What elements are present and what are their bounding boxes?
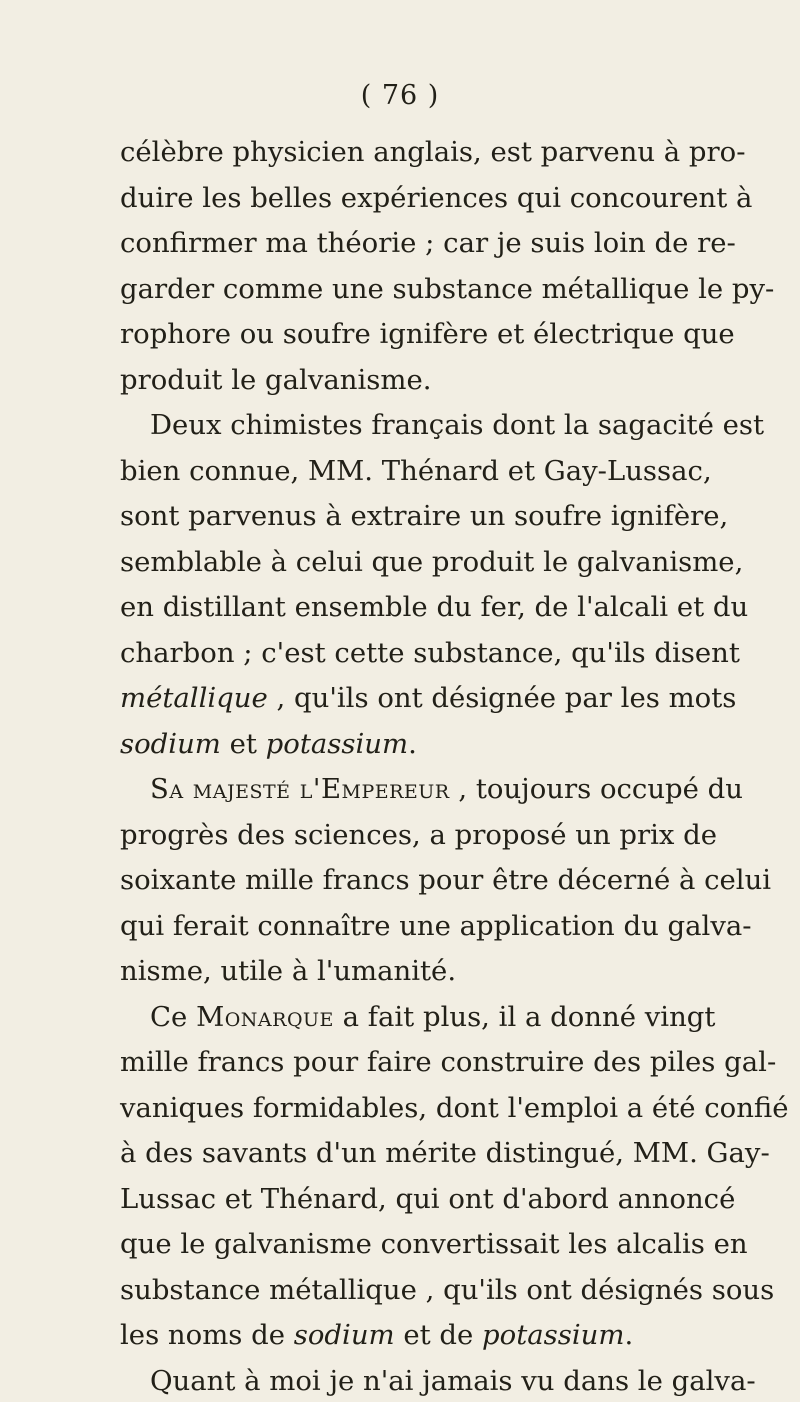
italic-text: sodium <box>293 1319 395 1351</box>
text-line <box>120 312 735 358</box>
text-segment: produit le galvanisme. <box>120 363 432 396</box>
text-segment: mille francs pour faire construire des piles gal- <box>120 1046 777 1078</box>
small-caps-text: Monarque <box>196 1000 334 1033</box>
text-segment: Lussac et Thénard, qui ont d'abord annoncé <box>120 1182 736 1215</box>
text-segment: , toujours occupé du <box>449 773 743 805</box>
page-number: ( 76 ) <box>360 80 440 111</box>
italic-text: potassium <box>265 727 409 760</box>
text-segment: rophore ou soufre ignifère et électrique que <box>120 318 735 350</box>
text-segment: substance métallique , qu'ils ont désignés sous <box>120 1273 775 1306</box>
text-segment: a fait plus, il a donné vingt <box>333 1000 716 1033</box>
text-segment: . <box>624 1319 634 1351</box>
text-segment: nisme, utile à l'umanité. <box>120 955 457 987</box>
text-line <box>120 904 752 950</box>
text-line <box>120 813 718 859</box>
italic-text: sodium <box>120 727 221 760</box>
text-segment: et de <box>394 1319 483 1351</box>
text-segment: sont parvenus à extraire un soufre ignifère, <box>120 500 729 532</box>
text-line <box>120 130 746 176</box>
text-line <box>120 494 729 540</box>
text-segment: Ce <box>150 1000 197 1033</box>
text-line <box>120 358 680 404</box>
text-line <box>120 676 737 722</box>
text-line <box>120 858 772 904</box>
text-segment: duire les belles expériences qui concourent à <box>120 181 753 214</box>
italic-text: potassium <box>482 1319 625 1351</box>
small-caps-text: Sa majesté l'Empereur <box>150 773 450 805</box>
text-segment: en distillant ensemble du fer, de l'alcali et du <box>120 591 749 623</box>
text-line <box>120 767 743 813</box>
text-line <box>120 449 712 495</box>
text-segment: qui ferait connaître une application du galva- <box>120 909 752 942</box>
text-line <box>120 1040 777 1086</box>
text-segment: bien connue, MM. Thénard et Gay-Lussac, <box>120 454 712 487</box>
text-line <box>120 1313 680 1359</box>
text-segment: à des savants d'un mérite distingué, MM. Gay- <box>120 1137 770 1169</box>
text-line <box>120 1359 756 1402</box>
text-line <box>120 1268 775 1314</box>
text-line <box>120 1131 770 1177</box>
text-line <box>120 585 749 631</box>
text-line <box>120 403 765 449</box>
text-segment: Quant à moi je n'ai jamais vu dans le galva- <box>150 1364 756 1397</box>
text-segment: célèbre physicien anglais, est parvenu à pro- <box>120 136 746 168</box>
text-segment: et <box>220 727 266 760</box>
text-segment: semblable à celui que produit le galvanisme, <box>120 545 744 578</box>
text-segment: charbon ; c'est cette substance, qu'ils disent <box>120 636 740 669</box>
body-text <box>120 130 789 1402</box>
text-line <box>120 1086 789 1132</box>
text-line <box>120 267 775 313</box>
text-segment: vaniques formidables, dont l'emploi a été confié <box>120 1091 789 1124</box>
text-line <box>120 221 736 267</box>
text-segment: , qu'ils ont désignée par les mots <box>267 682 737 714</box>
text-segment: que le galvanisme convertissait les alcalis en <box>120 1228 748 1260</box>
text-segment: confirmer ma théorie ; car je suis loin de re- <box>120 227 736 259</box>
italic-text: métallique <box>120 682 268 714</box>
text-line <box>120 722 680 768</box>
text-line <box>120 949 680 995</box>
text-line <box>120 995 716 1041</box>
text-segment: . <box>408 727 417 760</box>
text-line <box>120 1222 748 1268</box>
text-segment: progrès des sciences, a proposé un prix de <box>120 818 718 851</box>
text-segment: les noms de <box>120 1319 294 1351</box>
text-segment: Deux chimistes français dont la sagacité est <box>150 409 765 441</box>
text-line <box>120 631 740 677</box>
text-line <box>120 1177 736 1223</box>
text-segment: soixante mille francs pour être décerné à celui <box>120 864 772 896</box>
text-line <box>120 176 753 222</box>
text-line <box>120 540 744 586</box>
text-segment: garder comme une substance métallique le py- <box>120 272 775 305</box>
